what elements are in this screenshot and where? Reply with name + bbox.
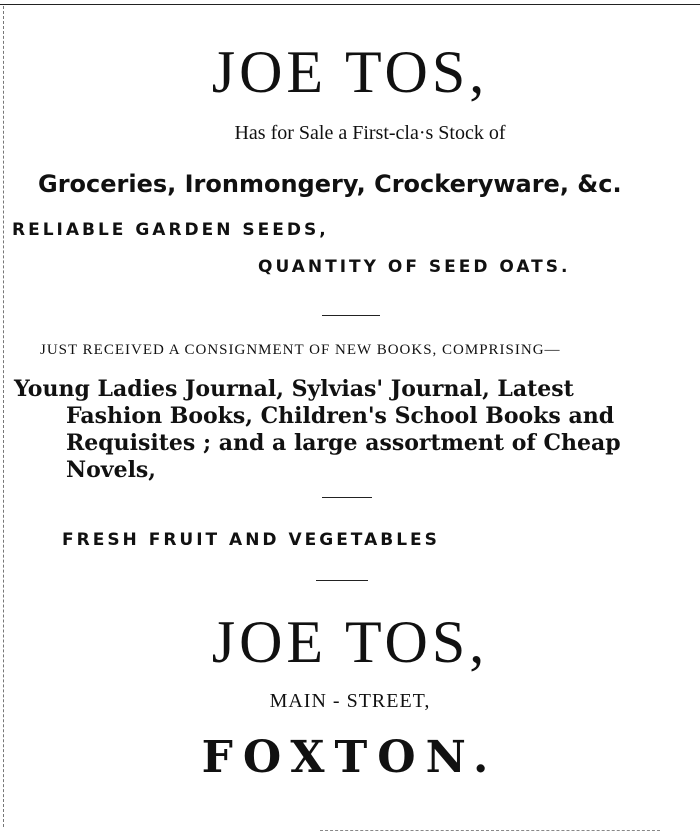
top-border-rule — [0, 4, 700, 5]
bottom-border-rule — [320, 830, 660, 831]
street-line: MAIN - STREET, — [269, 690, 431, 712]
tagline: Has for Sale a First-cla·s Stock of — [234, 122, 506, 144]
separator-rule — [316, 580, 368, 581]
books-line: Young Ladies Journal, Sylvias' Journal, Latest — [14, 376, 574, 402]
shop-name-footer: JOE TOS, — [211, 609, 489, 675]
seed-oats-line: QUANTITY OF SEED OATS. — [258, 257, 571, 277]
fruit-line: FRESH FRUIT AND VEGETABLES — [62, 530, 440, 550]
garden-seeds-line: RELIABLE GARDEN SEEDS, — [12, 220, 329, 240]
town-line: FOXTON. — [201, 732, 499, 783]
books-line: Novels, — [66, 457, 156, 483]
separator-rule — [322, 315, 380, 316]
books-line: Requisites ; and a large assortment of Cheap — [66, 430, 621, 456]
books-intro: JUST RECEIVED A CONSIGNMENT OF NEW BOOKS, COMPRISING— — [40, 342, 561, 358]
separator-rule — [322, 497, 372, 498]
goods-line: Groceries, Ironmongery, Crockeryware, &c. — [38, 170, 622, 198]
books-line: Fashion Books, Children's School Books and — [66, 403, 615, 429]
shop-name-heading: JOE TOS, — [211, 39, 489, 105]
